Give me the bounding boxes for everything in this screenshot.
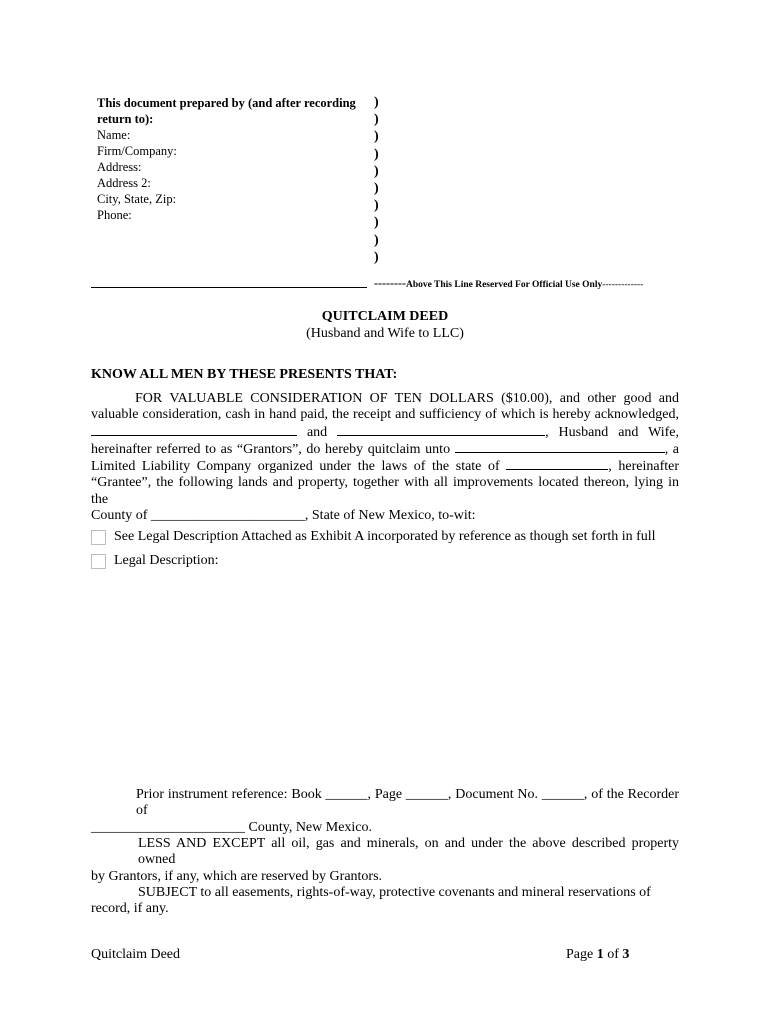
paren: ) [374, 215, 379, 231]
footer-document-name: Quitclaim Deed [91, 947, 181, 962]
less-except-paragraph [91, 836, 679, 885]
prior-line: Prior instrument reference: Book ______, Page ______, Document No. ______, of the Recorder of [136, 787, 679, 819]
legal-description-label: Legal Description: [114, 553, 219, 568]
paren: ) [374, 129, 379, 145]
know-all-men-heading: KNOW ALL MEN BY THESE PRESENTS THAT: [91, 367, 398, 382]
paren: ) [374, 181, 379, 197]
of-word: of [607, 947, 619, 962]
subject-to-paragraph [91, 885, 679, 918]
paragraph-line: “Grantee”, the following lands and property, together with all improvements located thereon, lying in the [91, 475, 679, 507]
preparer-heading-line2: return to): [97, 112, 154, 126]
preparer-field-name: Name: [97, 128, 131, 142]
paragraph-line-grantors [91, 424, 679, 441]
exhibit-a-checkbox[interactable] [91, 530, 106, 545]
page-total: 3 [622, 947, 630, 962]
prior-instrument-paragraph [91, 787, 679, 836]
preparer-field-city-state-zip: City, State, Zip: [97, 192, 177, 206]
subject-line: record, if any. [91, 901, 169, 917]
legal-description-checkbox[interactable] [91, 554, 106, 569]
grantor2-blank[interactable] [337, 424, 545, 436]
grantor1-blank[interactable] [91, 424, 297, 436]
page-word: Page [566, 947, 594, 962]
llc-state-text: Limited Liability Company organized under the laws of the state of [91, 459, 500, 475]
reserved-dashes-right: ------------- [602, 280, 644, 290]
paren: ) [374, 95, 379, 110]
preparer-field-address2: Address 2: [97, 176, 151, 190]
parenthesis-column [374, 94, 379, 266]
footer-page-number [566, 947, 629, 963]
paren: ) [374, 146, 379, 162]
state-blank[interactable] [506, 458, 608, 470]
paragraph-line-grantee [91, 441, 679, 458]
paren: ) [374, 112, 379, 128]
consideration-paragraph [91, 391, 679, 524]
preparer-field-phone: Phone: [97, 208, 132, 222]
prior-line: ______________________ County, New Mexico. [91, 819, 373, 835]
preparer-rule-line [91, 287, 367, 288]
less-except-line: LESS AND EXCEPT all oil, gas and minerals, on and under the above described property owned [138, 836, 679, 868]
grantee-suffix: , a [664, 441, 680, 457]
document-title: QUITCLAIM DEED [321, 309, 449, 324]
paren: ) [374, 163, 379, 179]
paren: ) [374, 249, 379, 265]
paren: ) [374, 198, 379, 214]
hereinafter-text: , hereinafter [608, 459, 680, 475]
grantee-blank[interactable] [455, 441, 665, 453]
paragraph-line: FOR VALUABLE CONSIDERATION OF TEN DOLLARS ($10.00), and other good and [135, 391, 679, 406]
subject-line: SUBJECT to all easements, rights-of-way, protective covenants and mineral reservations of [138, 885, 651, 900]
reserved-dashes-left: -------- [374, 276, 406, 290]
page-current: 1 [596, 947, 604, 962]
paragraph-line-county: County of ______________________, State of New Mexico, to-wit: [91, 508, 476, 524]
reserved-text: Above This Line Reserved For Official Use Only [405, 280, 603, 290]
document-subtitle: (Husband and Wife to LLC) [306, 326, 464, 341]
preparer-heading-line1: This document prepared by (and after recording [97, 96, 356, 110]
paragraph-line: valuable consideration, cash in hand paid, the receipt and sufficiency of which is hereby acknowledged, [91, 407, 679, 423]
and-word: and [306, 424, 328, 440]
preparer-block [97, 95, 367, 223]
preparer-field-address: Address: [97, 160, 142, 174]
reserved-line-label [374, 276, 643, 291]
preparer-field-firm: Firm/Company: [97, 144, 177, 158]
less-except-line: by Grantors, if any, which are reserved by Grantors. [91, 868, 383, 884]
quitclaim-text: hereinafter referred to as “Grantors”, do hereby quitclaim unto [91, 441, 451, 457]
paragraph-line-state [91, 458, 679, 475]
husband-wife-text: , Husband and Wife, [545, 424, 680, 440]
paren: ) [374, 232, 379, 248]
exhibit-a-label: See Legal Description Attached as Exhibit A incorporated by reference as though set forth in full [114, 529, 656, 544]
